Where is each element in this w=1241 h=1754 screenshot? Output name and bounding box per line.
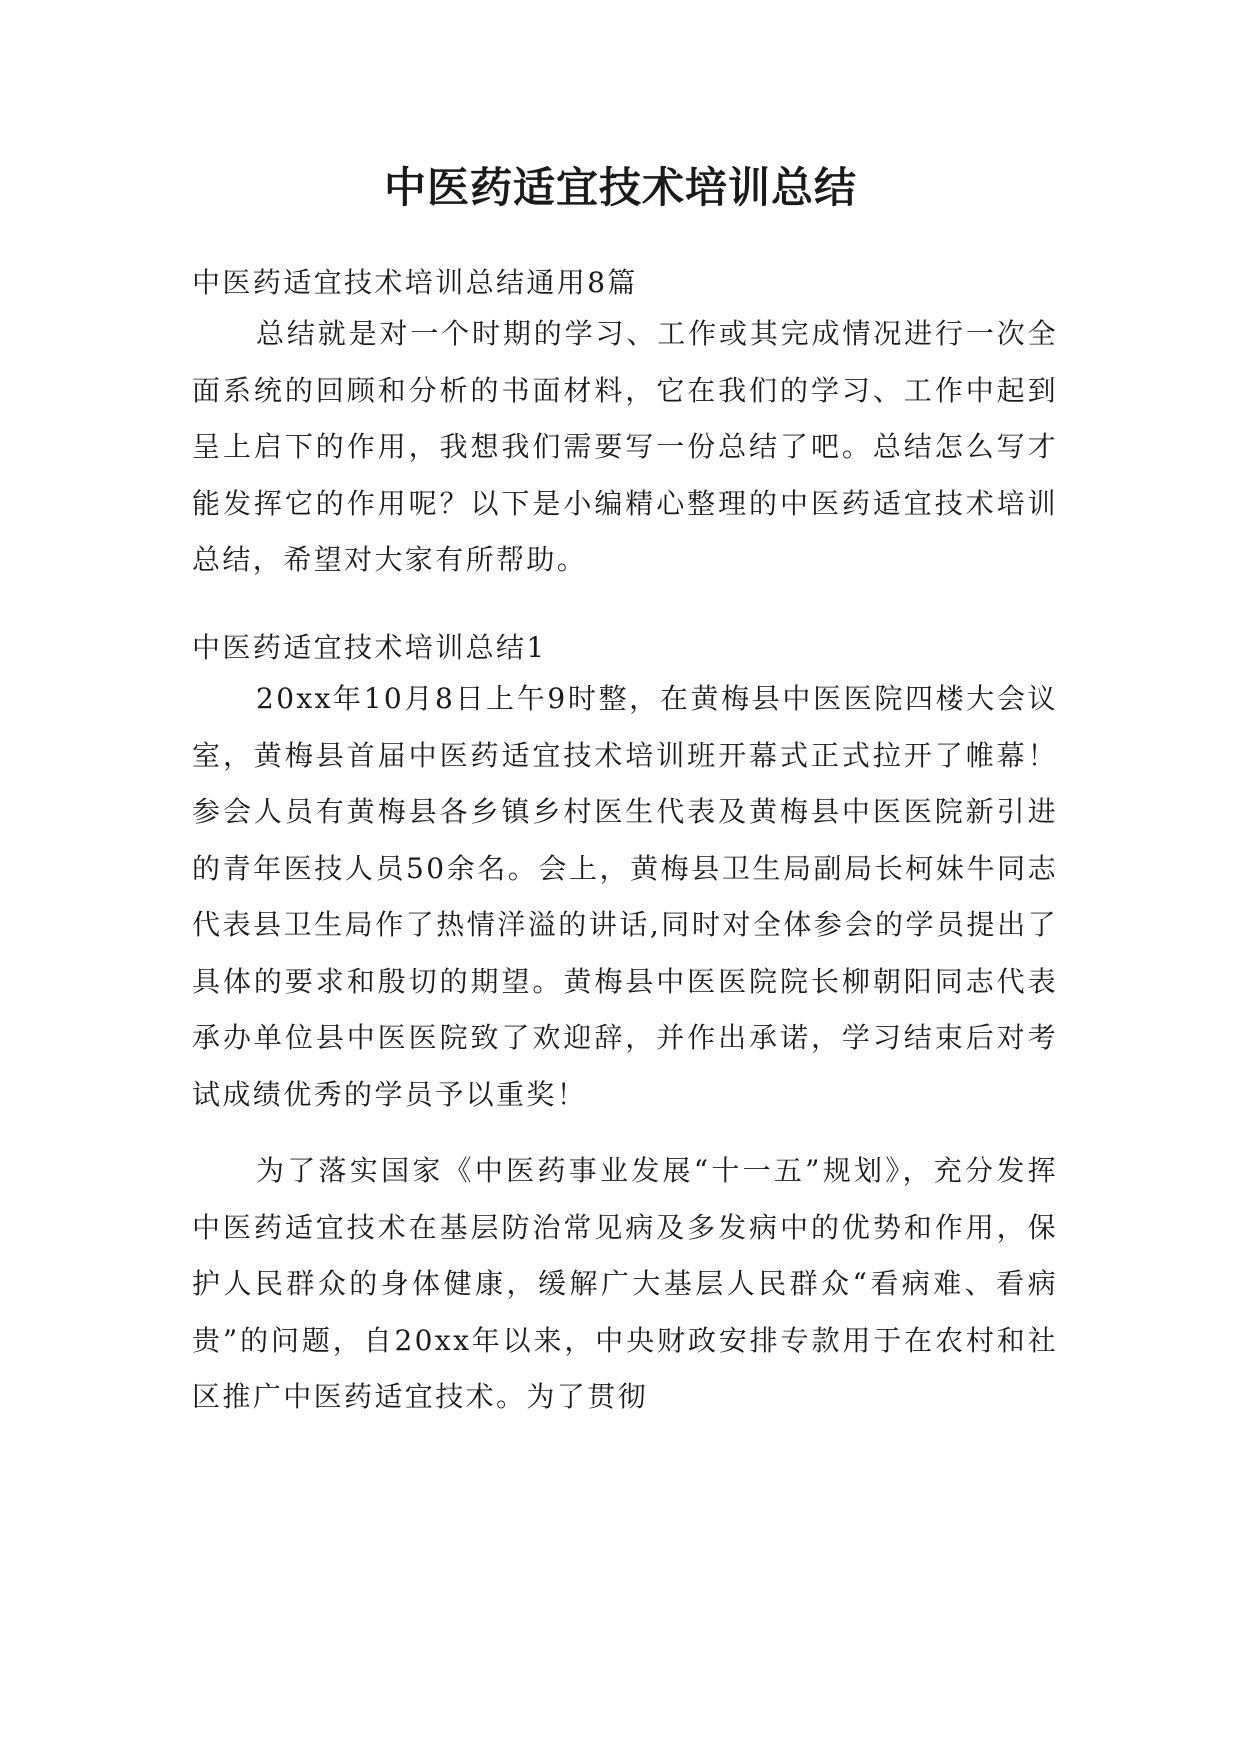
body-paragraph: 20xx年10月8日上午9时整，在黄梅县中医医院四楼大会议室，黄梅县首届中医药适宜技术培训班开幕式正式拉开了帷幕！参会人员有黄梅县各乡镇乡村医生代表及黄梅县中医医院新引进的青年医技人员50余名。会上，黄梅县卫生局副局长柯妹牛同志代表县卫生局作了热情洋溢的讲话,同时对全体参会的学员提出了具体的要求和殷切的期望。黄梅县中医医院院长柳朝阳同志代表承办单位县中医医院致了欢迎辞，并作出承诺，学习结束后对考试成绩优秀的学员予以重奖！ bbox=[192, 682, 1058, 1111]
document-subtitle: 中医药适宜技术培训总结通用8篇 bbox=[192, 266, 638, 299]
section-heading: 中医药适宜技术培训总结1 bbox=[192, 631, 547, 664]
intro-paragraph: 总结就是对一个时期的学习、工作或其完成情况进行一次全面系统的回顾和分析的书面材料，它在我们的学习、工作中起到呈上启下的作用，我想我们需要写一份总结了吧。总结怎么写才能发挥它的作用呢？以下是小编精心整理的中医药适宜技术培训总结，希望对大家有所帮助。 bbox=[192, 317, 1058, 576]
body-paragraph: 为了落实国家《中医药事业发展“十一五”规划》，充分发挥中医药适宜技术在基层防治常见病及多发病中的优势和作用，保护人民群众的身体健康，缓解广大基层人民群众“看病难、看病贵”的问题，自20xx年以来，中央财政安排专款用于在农村和社区推广中医药适宜技术。为了贯彻 bbox=[192, 1154, 1058, 1413]
document-title: 中医药适宜技术培训总结 bbox=[383, 163, 857, 212]
